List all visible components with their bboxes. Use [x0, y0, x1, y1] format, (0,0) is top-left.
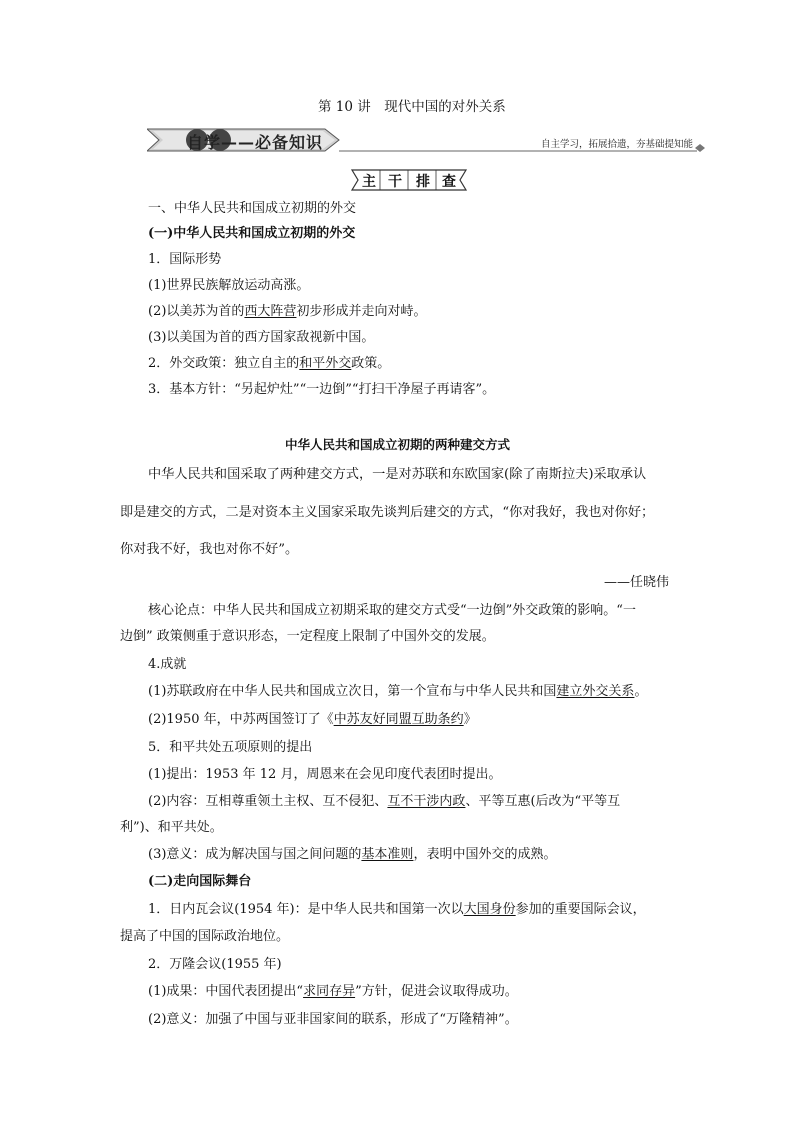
core-argument: 核心论点：中华人民共和国成立初期采取的建交方式受“一边倒”外交政策的影响。“一	[148, 603, 636, 618]
text: 政策。	[351, 356, 391, 371]
section-banner	[147, 127, 707, 153]
section-heading: 一、中华人民共和国成立初期的外交	[148, 201, 357, 216]
core-argument: 边倒” 政策侧重于意识形态，一定程度上限制了中国外交的发展。	[120, 629, 495, 644]
banner-title: 自学——必备知识	[187, 133, 324, 152]
tag-char: 排	[416, 174, 430, 190]
tag-char: 查	[442, 174, 456, 190]
text: (1)成果：中国代表团提出“	[148, 984, 304, 999]
text: (2)1950 年，中苏两国签订了《	[148, 712, 334, 727]
paragraph: (1)世界民族解放运动高涨。	[148, 278, 310, 293]
paragraph	[148, 683, 647, 701]
source-paragraph: 中华人民共和国采取了两种建交方式，一是对苏联和东欧国家(除了南斯拉夫)采取承认	[148, 467, 647, 482]
paragraph	[148, 793, 620, 811]
lesson-title: 第 10 讲 现代中国的对外关系	[318, 99, 506, 115]
source-author: ——任晓伟	[604, 575, 670, 590]
text: (2)内容：互相尊重领土主权、互不侵犯、	[148, 794, 388, 809]
paragraph	[148, 303, 426, 321]
source-paragraph: 即是建交的方式，二是对资本主义国家采取先谈判后建交的方式，“你对我好，我也对你好；	[120, 505, 655, 520]
paragraph: 利”)、和平共处。	[120, 820, 223, 835]
text: 。	[634, 684, 648, 699]
paragraph: 3．基本方针：“另起炉灶”“一边倒”“打扫干净屋子再请客”。	[148, 382, 496, 397]
review-tag	[350, 168, 468, 192]
key-term: 求同存异	[303, 984, 356, 999]
key-term: 和平外交	[299, 356, 352, 371]
banner-subtitle: 自主学习，拓展拾遗，夯基础提知能	[540, 139, 693, 150]
text: 2．外交政策：独立自主的	[148, 356, 300, 371]
key-term: 中苏友好同盟互助条约	[333, 712, 464, 727]
item-heading: 4.成就	[148, 657, 187, 672]
text: (2)以美苏为首的	[148, 304, 245, 319]
item-heading: 5．和平共处五项原则的提出	[148, 740, 313, 755]
subsection-heading: (二)走向国际舞台	[148, 874, 252, 889]
paragraph: (3)以美国为首的西方国家敌视新中国。	[148, 330, 375, 345]
text: 初步形成并走向对峙。	[296, 304, 427, 319]
text: ”方针，促进会议取得成功。	[355, 984, 518, 999]
paragraph	[148, 983, 518, 1001]
paragraph: (2)意义：加强了中国与亚非国家间的联系，形成了“万隆精神”。	[148, 1012, 518, 1027]
item-heading: 1．国际形势	[148, 252, 222, 267]
key-term: 互不干涉内政	[387, 794, 466, 809]
text: 参加的重要国际会议，	[515, 902, 646, 917]
text: (1)苏联政府在中华人民共和国成立次日，第一个宣布与中华人民共和国	[148, 684, 557, 699]
key-term: 大国身份	[463, 902, 516, 917]
paragraph	[148, 355, 390, 373]
text: (3)意义：成为解决国与国之间问题的	[148, 847, 362, 862]
key-term: 基本准则	[361, 847, 414, 862]
key-term: 西大阵营	[244, 304, 297, 319]
tag-char: 干	[388, 174, 402, 190]
paragraph: 提高了中国的国际政治地位。	[120, 929, 290, 944]
source-paragraph: 你对我不好，我也对你不好”。	[120, 542, 299, 557]
source-title: 中华人民共和国成立初期的两种建交方式	[285, 437, 511, 452]
item-heading: 2．万隆会议(1955 年)	[148, 957, 282, 972]
paragraph	[148, 711, 477, 729]
key-term: 建立外交关系	[556, 684, 635, 699]
tag-char: 主	[362, 174, 376, 190]
paragraph	[148, 901, 646, 919]
text: 》	[463, 712, 477, 727]
paragraph	[148, 846, 556, 864]
text: ，表明中国外交的成熟。	[413, 847, 557, 862]
text: 1．日内瓦会议(1954 年)：是中华人民共和国第一次以	[148, 902, 464, 917]
text: 、平等互惠(后改为“平等互	[465, 794, 621, 809]
paragraph: (1)提出：1953 年 12 月，周恩来在会见印度代表团时提出。	[148, 767, 502, 782]
subsection-heading: (一)中华人民共和国成立初期的外交	[148, 226, 356, 241]
